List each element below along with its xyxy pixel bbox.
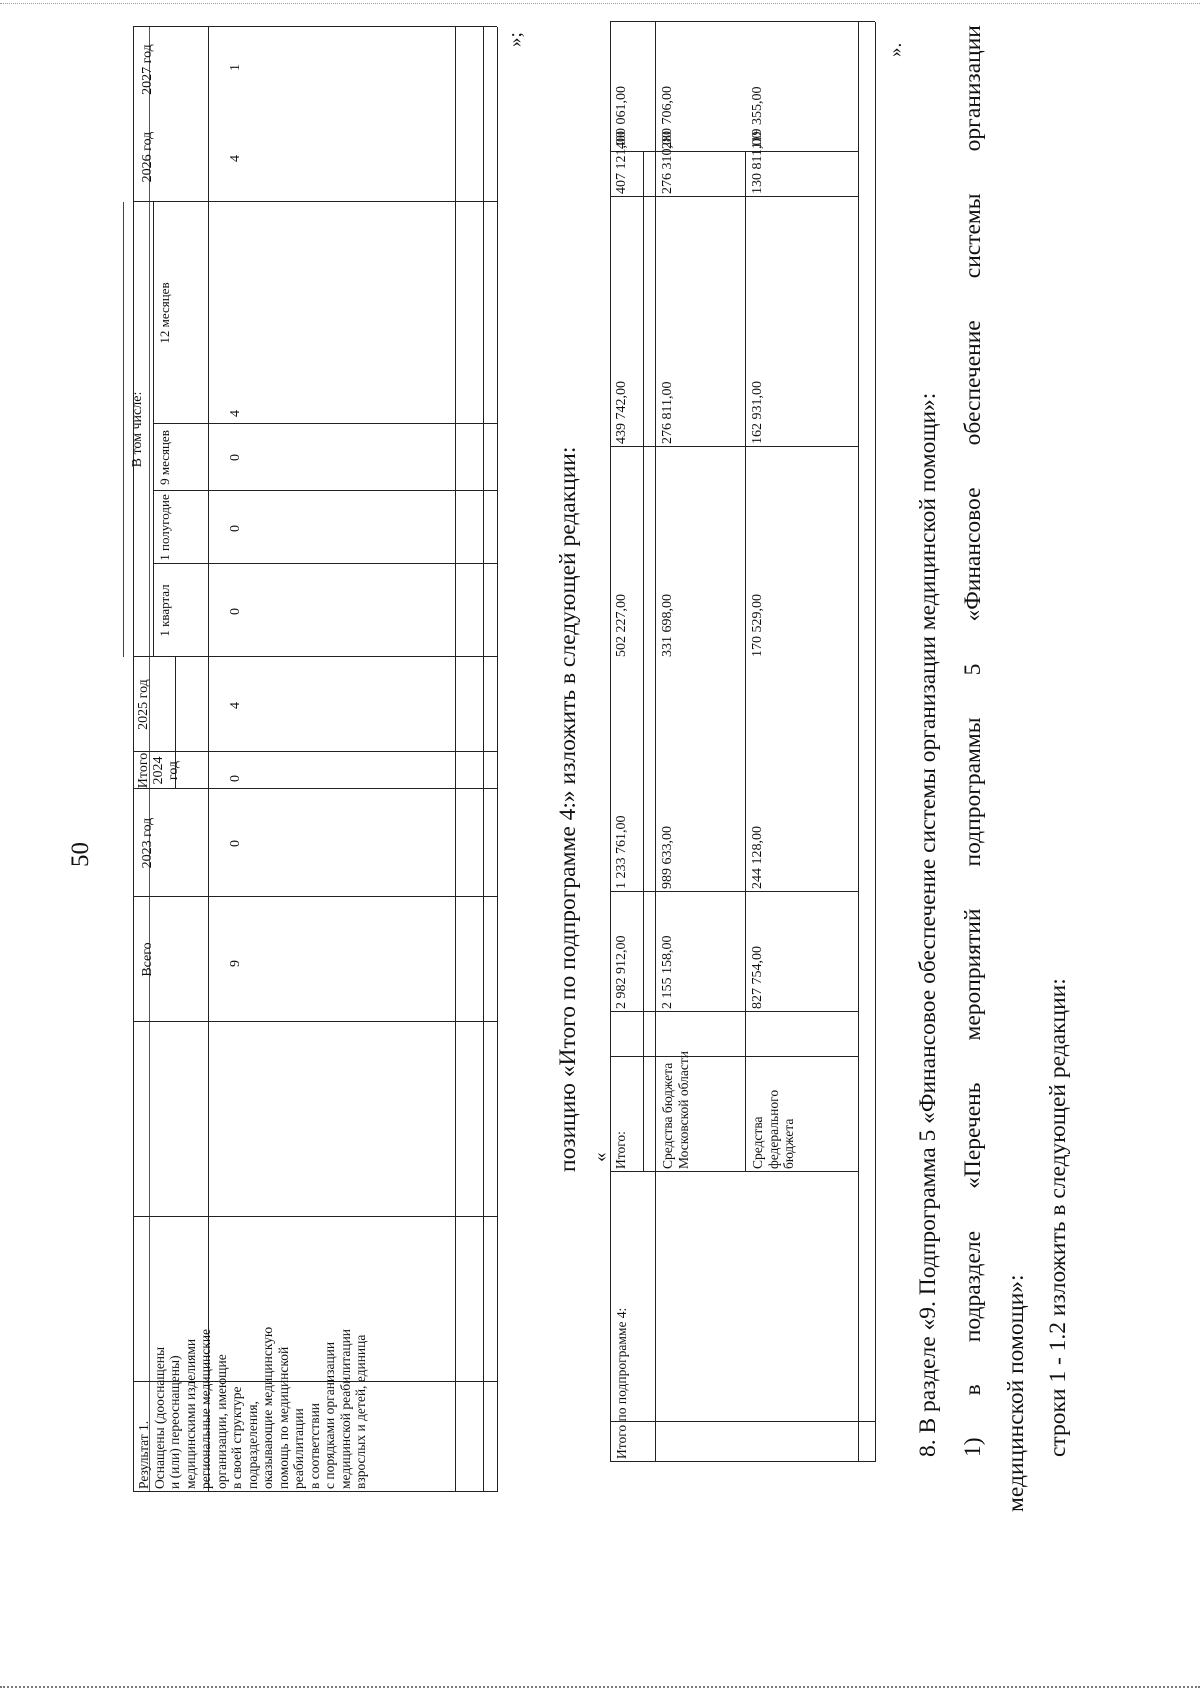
value-12m: 4 — [228, 410, 243, 417]
value-2025: 4 — [228, 702, 243, 709]
value-9m: 0 — [228, 454, 243, 461]
header-2026: 2026 год — [140, 131, 155, 183]
row-mo-budget-v0: 2 155 158,00 — [660, 935, 675, 1009]
row-federal-v0: 827 754,00 — [750, 946, 765, 1009]
row-mo-budget-v3: 276 811,00 — [660, 381, 675, 444]
value-total: 9 — [228, 960, 243, 967]
row-federal-v2: 170 529,00 — [750, 594, 765, 657]
header-2023: 2023 год — [140, 817, 155, 869]
header-h1: 1 полугодие — [157, 494, 172, 561]
row-total-v3: 439 742,00 — [614, 381, 629, 444]
row-federal-v5: 119 355,00 — [750, 86, 765, 149]
header-12m: 12 месяцев — [157, 282, 172, 344]
header-incl: В том числе: — [130, 391, 145, 468]
header-9m: 9 месяцев — [157, 430, 172, 485]
paragraph-8-1: 1) в подразделе «Перечень мероприятий подпрограммы 5 «Финансовое обеспечение системы организации — [960, 25, 986, 1457]
row-total-source: Итого: — [613, 1131, 628, 1169]
header-total-2024: Итого 2024 год — [136, 752, 181, 789]
row-mo-budget-v5: 280 706,00 — [660, 86, 675, 149]
row-federal-source: Средства федерального бюджета — [750, 1089, 796, 1169]
page-number: 50 — [67, 842, 94, 867]
row-federal-v4: 130 811,00 — [750, 131, 765, 194]
paragraph-8: 8. В разделе «9. Подпрограмма 5 «Финансовое обеспечение системы организации медицинской помощи»: — [915, 392, 941, 1457]
row-mo-budget-v1: 989 633,00 — [660, 826, 675, 889]
row-mo-budget-source: Средства бюджета Московской области — [660, 1050, 691, 1169]
paragraph-rows: строки 1 - 1.2 изложить в следующей редакции: — [1045, 978, 1071, 1457]
row-total-v0: 2 982 912,00 — [614, 935, 629, 1009]
value-2027: 1 — [228, 64, 243, 71]
header-total: Всего — [140, 942, 155, 977]
header-q1: 1 квартал — [157, 584, 172, 637]
table2-label: Итого по подпрограмме 4: — [614, 1307, 629, 1459]
table1-closing-quote: »; — [505, 32, 526, 47]
row-total-v2: 502 227,00 — [614, 594, 629, 657]
row-federal-v1: 244 128,00 — [750, 826, 765, 889]
header-2025: 2025 год — [136, 679, 151, 730]
header-2027: 2027 год — [140, 44, 155, 95]
value-q1: 0 — [228, 608, 243, 615]
row-mo-budget-v4: 276 310,00 — [660, 131, 675, 194]
row-total-v5: 400 061,00 — [614, 86, 629, 149]
row-total-v4: 407 121,00 — [614, 131, 629, 194]
row-mo-budget-v2: 331 698,00 — [660, 594, 675, 657]
value-2026: 4 — [228, 155, 243, 162]
paragraph-8-1-line2: медицинской помощи»: — [1003, 1274, 1029, 1512]
value-h1: 0 — [228, 525, 243, 532]
table2-closing-quote: ». — [885, 42, 906, 57]
open-quote: « — [590, 1152, 611, 1162]
result-label: Результат 1. Оснащены (дооснащены и (или) переоснащены) медицинскими изделиями региональные медицинские организации, имеющие в своей структуре подразделения, оказывающие медицинскую помощь по медицинской реабилитации в соответствии с порядками организации медицинской реабилитации взрослых и детей, единица — [136, 1326, 368, 1489]
row-federal-v3: 162 931,00 — [750, 381, 765, 444]
row-total-v1: 1 233 761,00 — [614, 815, 629, 889]
value-total-2024: 0 — [228, 775, 243, 782]
paragraph-position: позицию «Итого по подпрограмме 4:» изложить в следующей редакции: — [555, 446, 581, 1172]
value-2023: 0 — [228, 840, 243, 847]
